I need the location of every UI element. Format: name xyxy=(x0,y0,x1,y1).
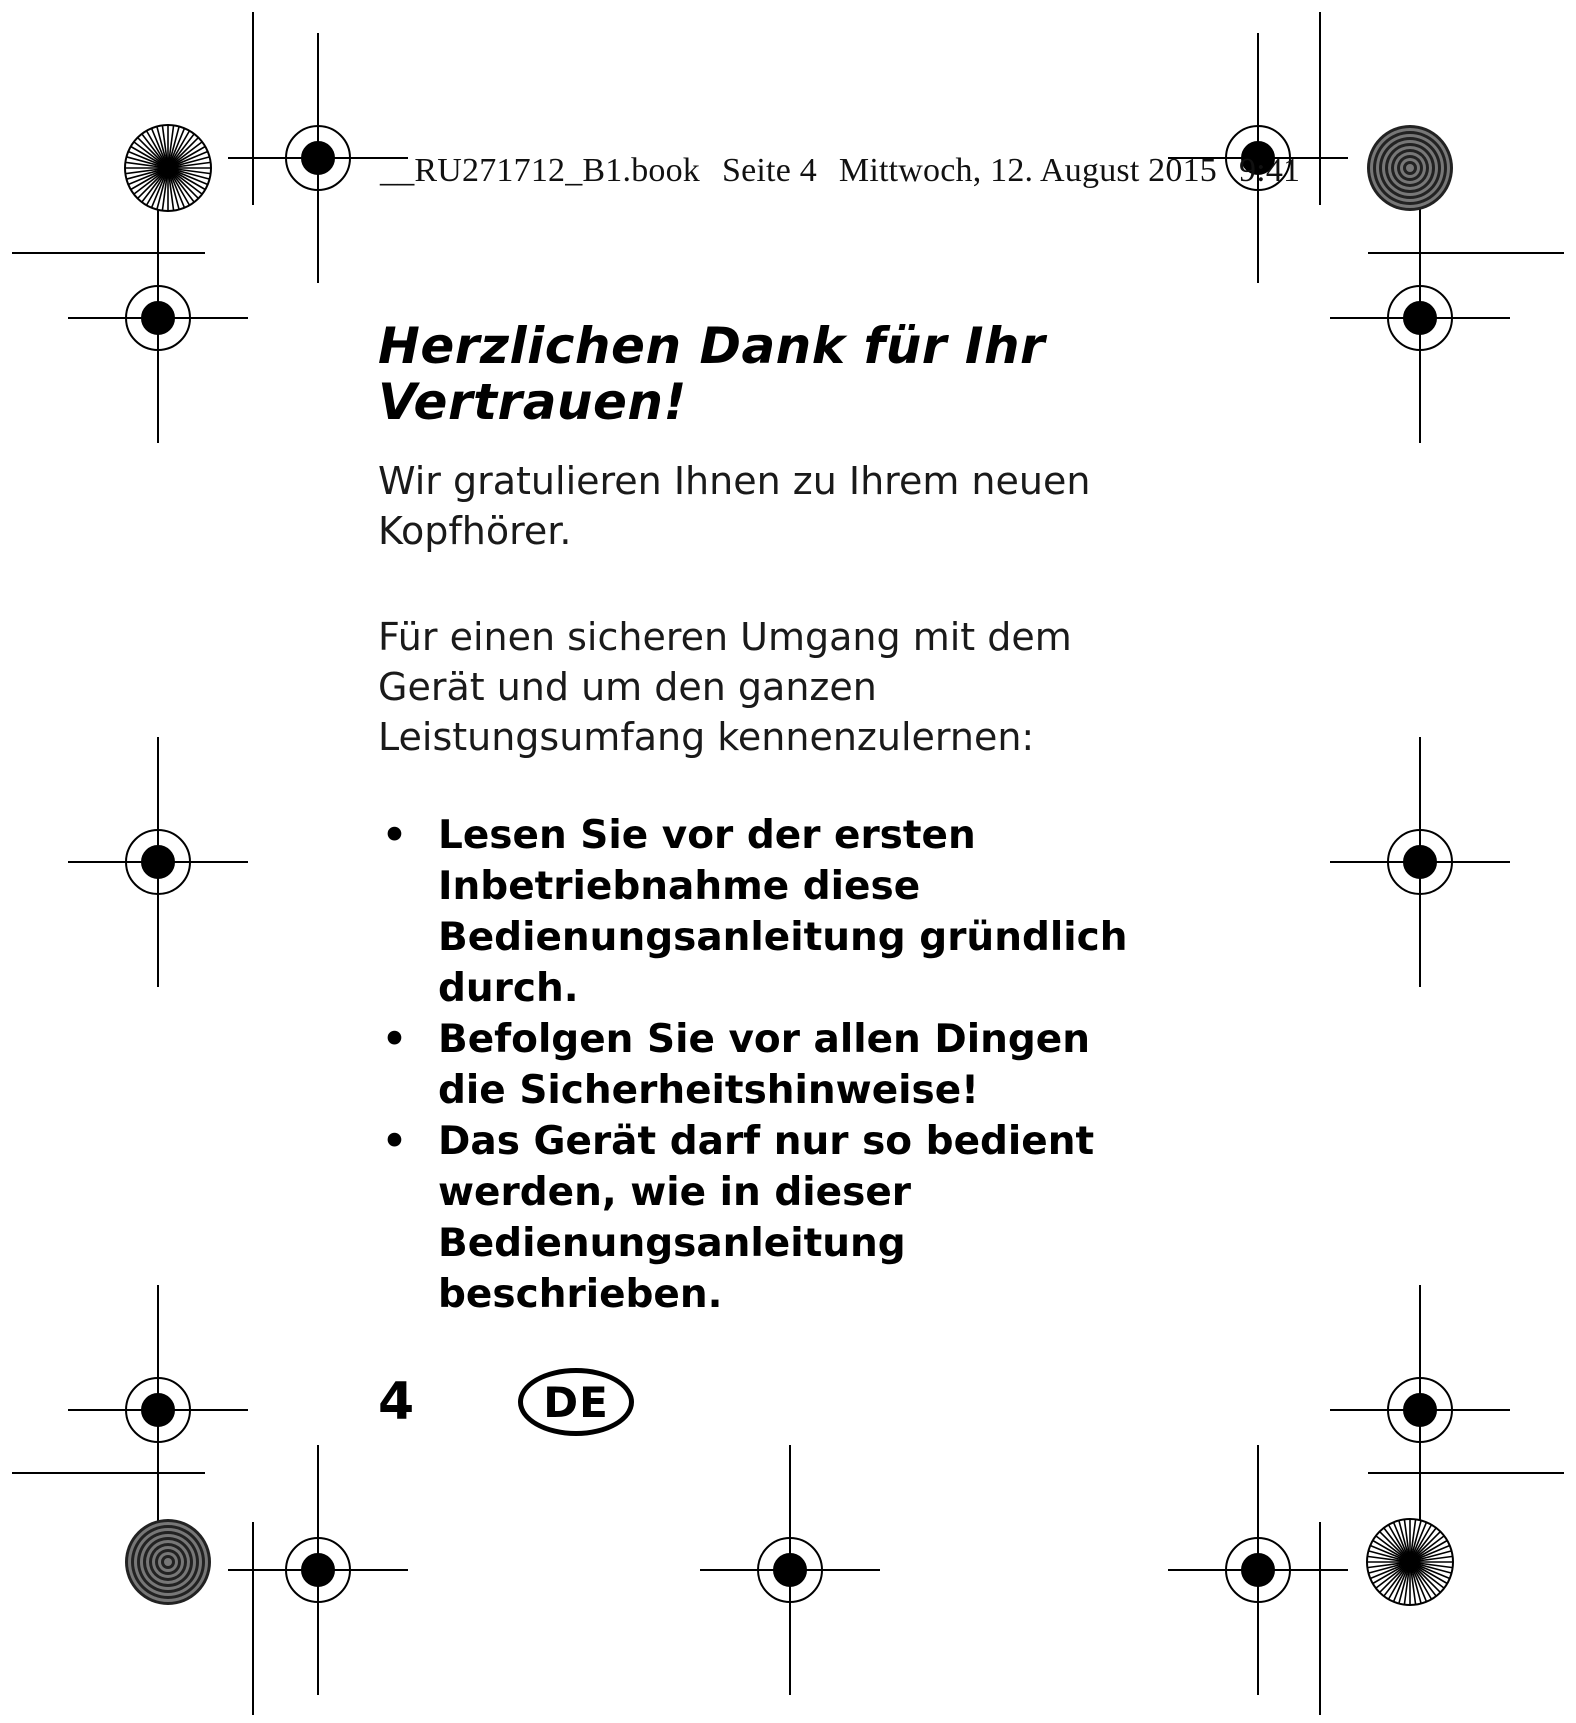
instruction-list xyxy=(378,810,1138,1320)
registration-mark xyxy=(1330,737,1510,987)
registration-mark xyxy=(68,193,248,443)
target-mark xyxy=(1367,1519,1453,1605)
target-mark xyxy=(1367,125,1453,211)
target-mark xyxy=(125,125,211,211)
list-item-text: Lesen Sie vor der ersten Inbetriebnahme diese Bedienungsanleitung gründlich durch. xyxy=(438,813,1128,1011)
page-number: 4 xyxy=(378,1372,415,1432)
target-mark xyxy=(125,1519,211,1605)
list-item-text: Das Gerät darf nur so bedient werden, wie in dieser Bedienungsanleitung beschrieben. xyxy=(438,1119,1095,1317)
intro-paragraph: Wir gratulieren Ihnen zu Ihrem neuen Kopfhörer. xyxy=(378,459,1091,553)
registration-mark xyxy=(1330,193,1510,443)
list-item xyxy=(378,810,1138,1014)
registration-mark xyxy=(228,1445,408,1695)
registration-mark xyxy=(68,737,248,987)
registration-mark xyxy=(68,1285,248,1535)
slug-file: __RU271712_B1.book xyxy=(380,152,701,189)
slug-time: 9:41 xyxy=(1238,152,1301,189)
page-title: Herzlichen Dank für Ihr Vertrauen! xyxy=(378,317,1046,431)
bullet-icon: • xyxy=(382,813,407,858)
bullet-icon: • xyxy=(382,1017,407,1062)
bullet-icon: • xyxy=(382,1119,407,1164)
language-badge xyxy=(518,1368,634,1436)
slug-page: Seite 4 xyxy=(722,152,817,189)
registration-mark xyxy=(1330,1285,1510,1535)
slug-date: Mittwoch, 12. August 2015 xyxy=(838,152,1217,189)
list-item-text: Befolgen Sie vor allen Dingen die Sicherheitshinweise! xyxy=(438,1017,1091,1113)
list-item xyxy=(378,1116,1138,1320)
registration-mark xyxy=(700,1445,880,1695)
usage-paragraph: Für einen sicheren Umgang mit dem Gerät und um den ganzen Leistungsumfang kennenzulernen: xyxy=(378,615,1072,759)
list-item xyxy=(378,1014,1138,1116)
print-slug xyxy=(380,152,1322,190)
language-code: DE xyxy=(543,1377,609,1427)
